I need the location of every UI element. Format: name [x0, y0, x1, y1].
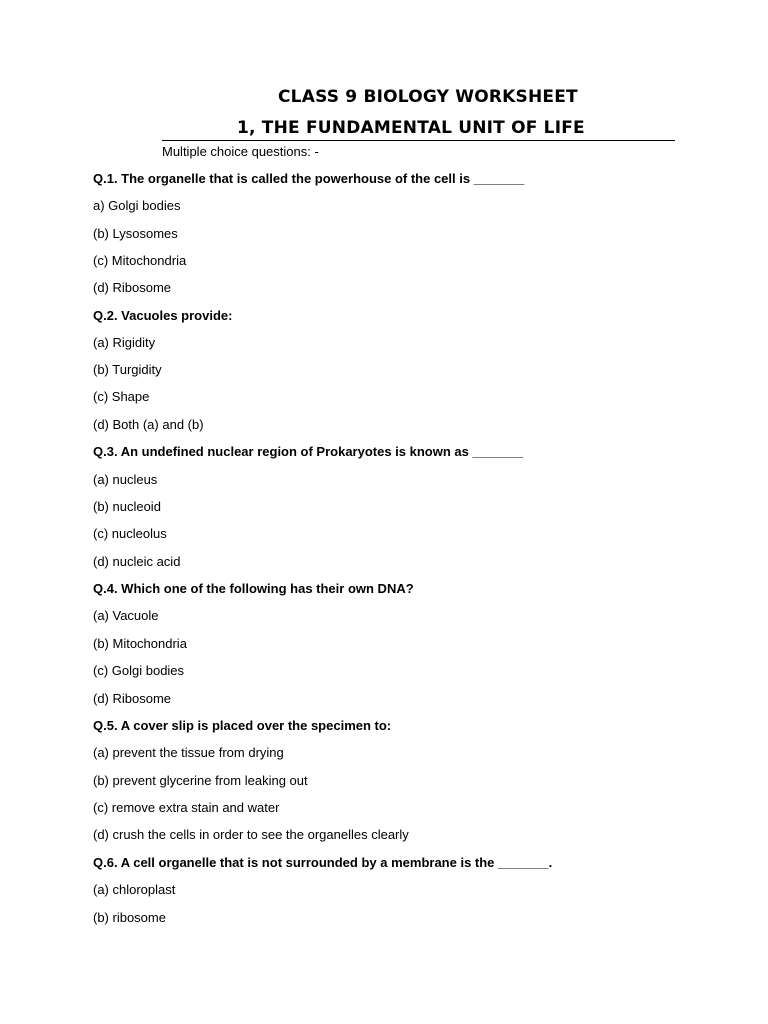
question-5-option-d: (d) crush the cells in order to see the organelles clearly — [93, 827, 409, 842]
question-3-option-b: (b) nucleoid — [93, 499, 161, 514]
question-2-option-b: (b) Turgidity — [93, 362, 162, 377]
question-1: Q.1. The organelle that is called the powerhouse of the cell is _______ — [93, 171, 525, 186]
question-3-option-d: (d) nucleic acid — [93, 554, 181, 569]
section-intro: Multiple choice questions: - — [162, 144, 319, 159]
question-1-option-b: (b) Lysosomes — [93, 226, 178, 241]
worksheet-title: CLASS 9 BIOLOGY WORKSHEET — [278, 87, 578, 107]
question-1-option-a: a) Golgi bodies — [93, 198, 181, 213]
question-1-option-c: (c) Mitochondria — [93, 253, 187, 268]
question-2-option-a: (a) Rigidity — [93, 335, 156, 350]
question-5: Q.5. A cover slip is placed over the specimen to: — [93, 718, 392, 733]
question-4-option-d: (d) Ribosome — [93, 691, 172, 706]
chapter-title: 1, THE FUNDAMENTAL UNIT OF LIFE — [237, 118, 585, 138]
question-3-option-c: (c) nucleolus — [93, 526, 167, 541]
question-4-option-a: (a) Vacuole — [93, 608, 159, 623]
question-2-option-c: (c) Shape — [93, 389, 150, 404]
question-5-option-c: (c) remove extra stain and water — [93, 800, 280, 815]
question-3-option-a: (a) nucleus — [93, 472, 158, 487]
question-3: Q.3. An undefined nuclear region of Prokaryotes is known as _______ — [93, 444, 524, 459]
question-2-option-d: (d) Both (a) and (b) — [93, 417, 204, 432]
question-5-option-a: (a) prevent the tissue from drying — [93, 745, 284, 760]
title-underline — [162, 140, 675, 141]
question-6-option-b: (b) ribosome — [93, 910, 166, 925]
question-5-option-b: (b) prevent glycerine from leaking out — [93, 773, 308, 788]
question-4-option-b: (b) Mitochondria — [93, 636, 187, 651]
question-6: Q.6. A cell organelle that is not surrounded by a membrane is the _______. — [93, 855, 553, 870]
question-1-option-d: (d) Ribosome — [93, 280, 172, 295]
question-4: Q.4. Which one of the following has their own DNA? — [93, 581, 414, 596]
question-6-option-a: (a) chloroplast — [93, 882, 176, 897]
question-4-option-c: (c) Golgi bodies — [93, 663, 185, 678]
question-2: Q.2. Vacuoles provide: — [93, 308, 233, 323]
